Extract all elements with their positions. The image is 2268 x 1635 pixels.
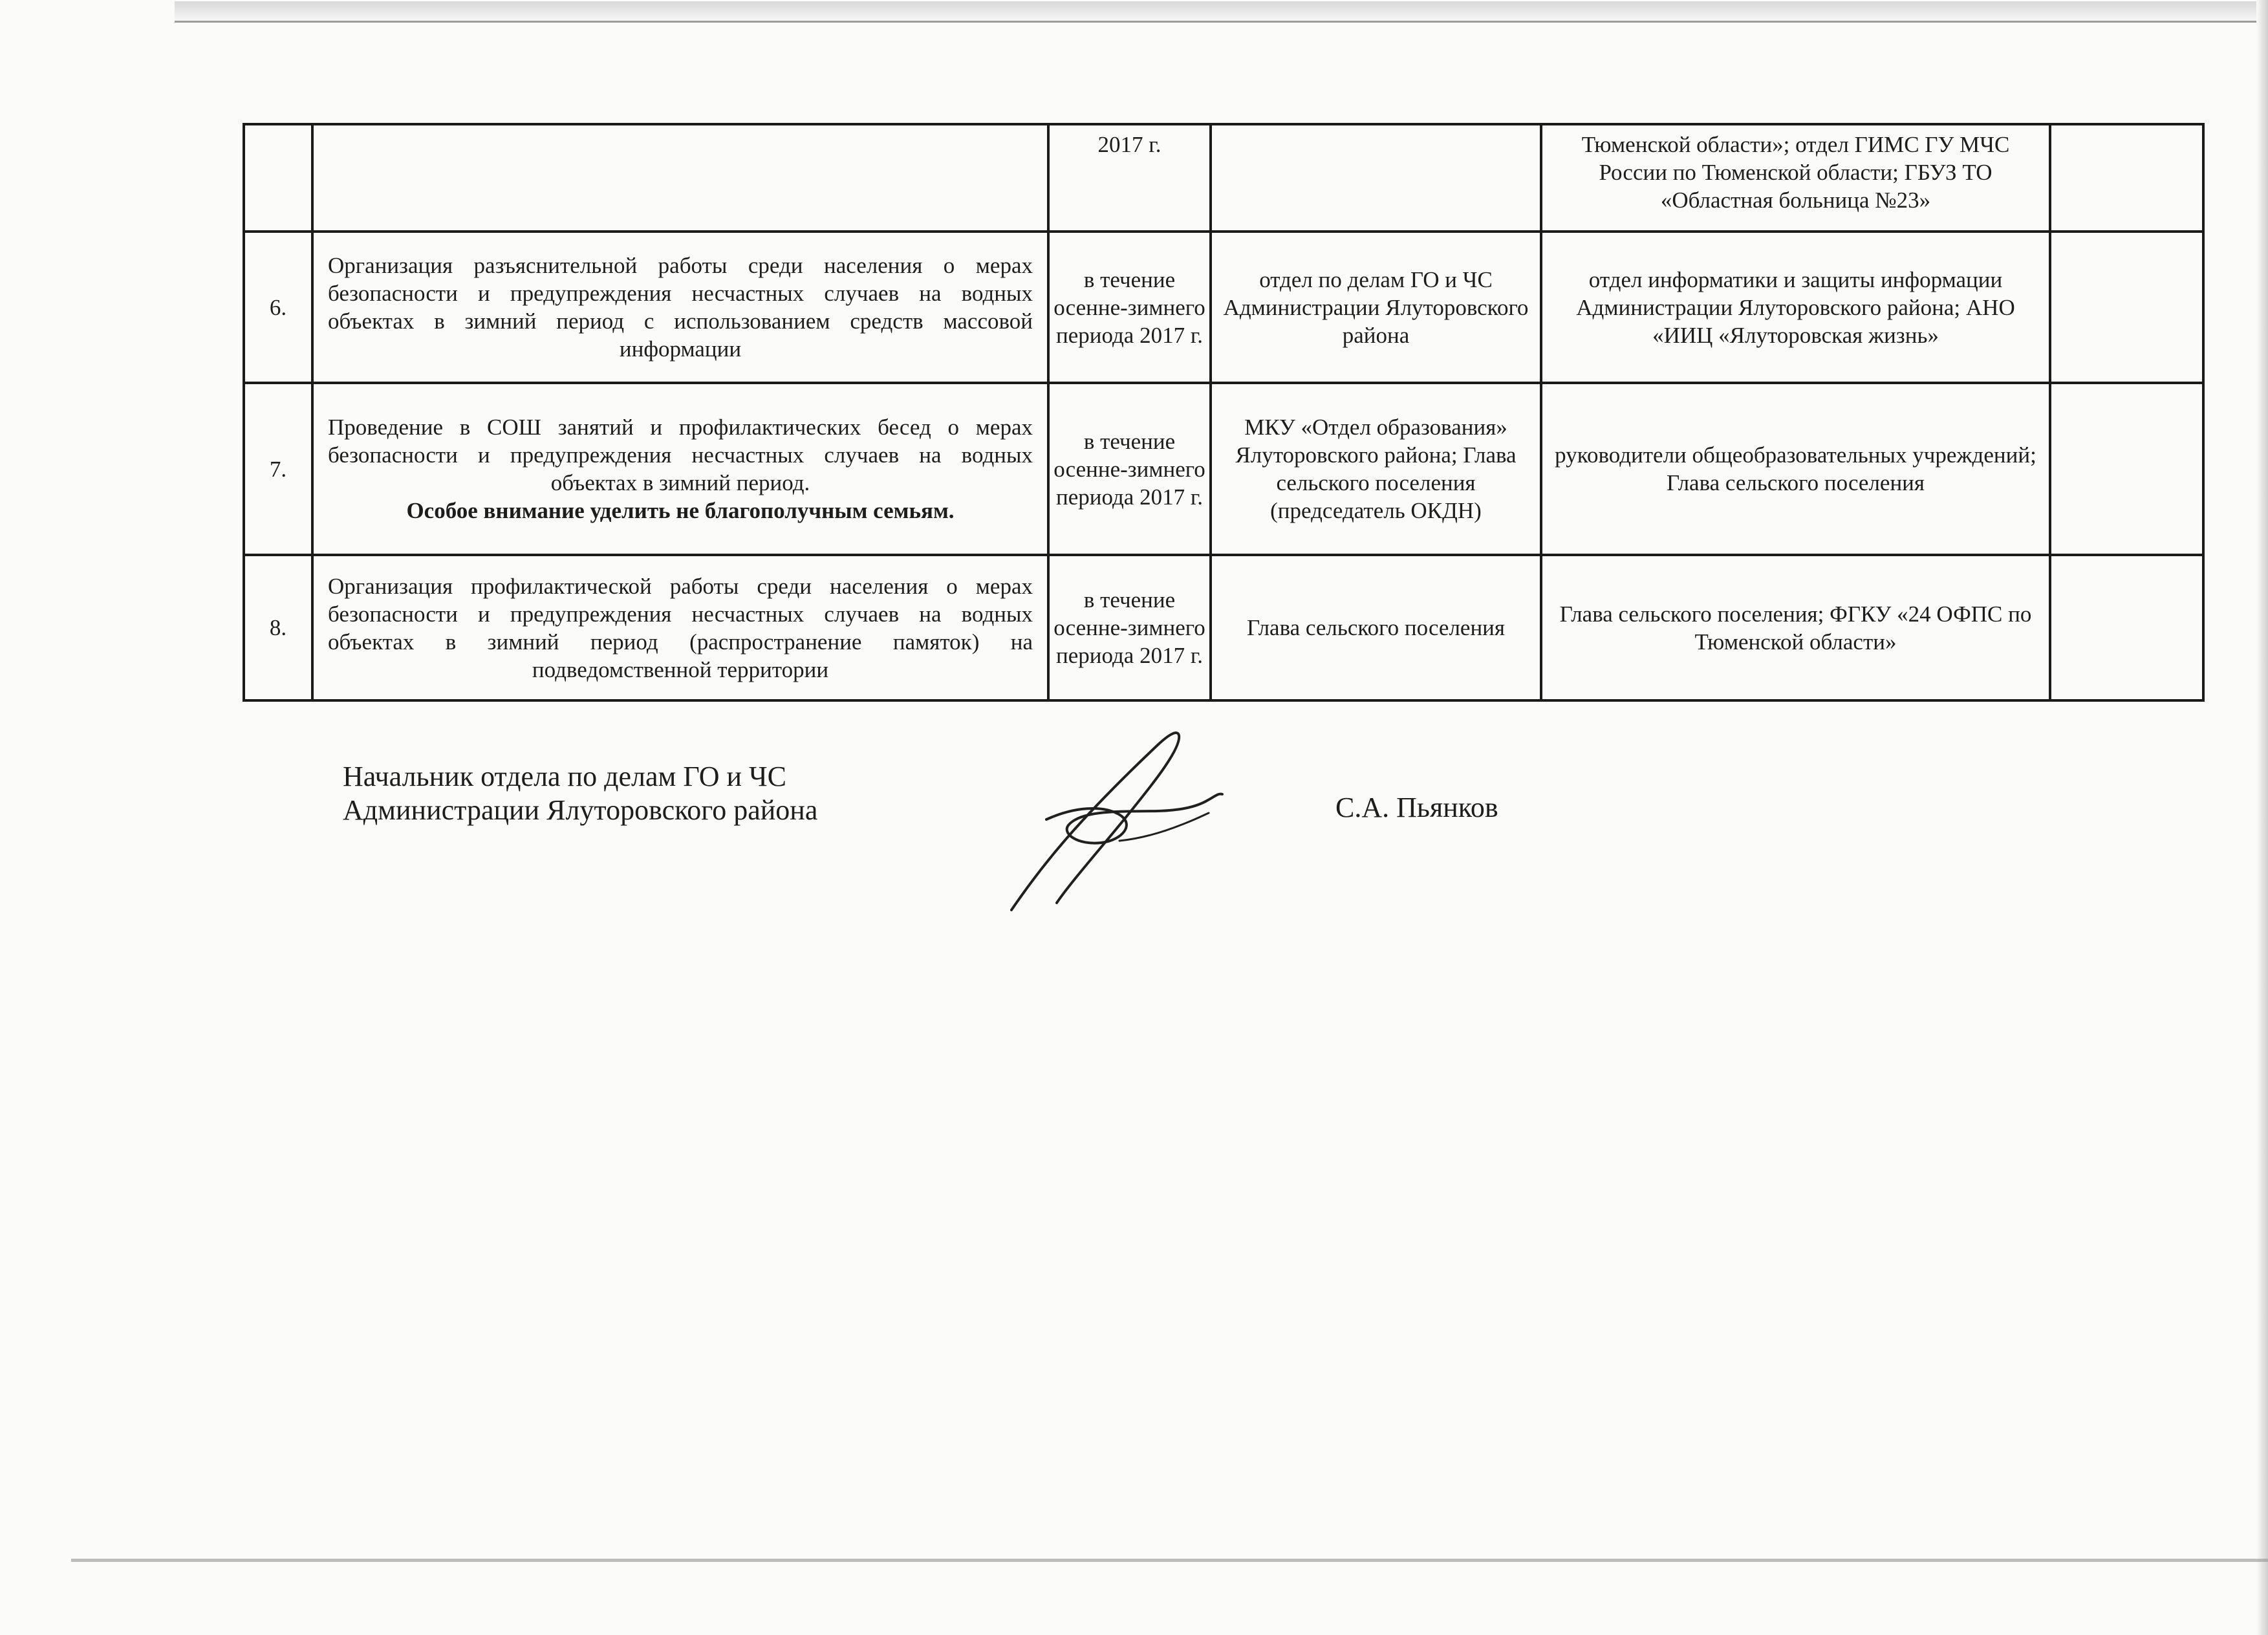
signatory-position-line-2: Администрации Ялуторовского района bbox=[343, 794, 818, 826]
event-cell bbox=[312, 555, 1048, 700]
event-text: Организация профилактической работы среди населения о мерах безопасности и предупреждения несчастных случаев на водных объектах в зимний период (распространение памяток) на подведомственной территории bbox=[328, 573, 1033, 682]
signature-stroke-tail bbox=[1119, 813, 1209, 841]
participants-cell: Тюменской области»; отдел ГИМС ГУ МЧС России по Тюменской области; ГБУЗ ТО «Областная больница №23» bbox=[1541, 124, 2050, 232]
term-cell: в течение осенне-зимнего периода 2017 г. bbox=[1048, 555, 1211, 700]
table-row-8 bbox=[244, 555, 2203, 700]
participants-cell: Глава сельского поселения; ФГКУ «24 ОФПС по Тюменской области» bbox=[1541, 555, 2050, 700]
event-cell bbox=[312, 232, 1048, 383]
table-row-6 bbox=[244, 232, 2203, 383]
term-cell: в течение осенне-зимнего периода 2017 г. bbox=[1048, 383, 1211, 555]
scan-bottom-edge bbox=[71, 1559, 2268, 1562]
note-cell bbox=[2050, 124, 2203, 232]
signatory-name: С.А. Пьянков bbox=[1335, 792, 1498, 823]
measures-table-wrapper bbox=[243, 123, 2124, 702]
row-number-cell: 8. bbox=[244, 555, 312, 700]
responsible-cell: Глава сельского поселения bbox=[1211, 555, 1541, 700]
note-cell bbox=[2050, 232, 2203, 383]
event-text: Проведение в СОШ занятий и профилактических бесед о мерах безопасности и предупреждения несчастных случаев на водных объектах в зимний период. bbox=[328, 415, 1033, 495]
term-cell: 2017 г. bbox=[1048, 124, 1211, 232]
participants-cell: отдел информатики и защиты информации Администрации Ялуторовского района; АНО «ИИЦ «Ялуторовская жизнь» bbox=[1541, 232, 2050, 383]
event-cell bbox=[312, 383, 1048, 555]
row-number-cell: 6. bbox=[244, 232, 312, 383]
scan-top-edge bbox=[175, 1, 2268, 23]
term-cell: в течение осенне-зимнего периода 2017 г. bbox=[1048, 232, 1211, 383]
signatory-position-line-1: Начальник отдела по делам ГО и ЧС bbox=[343, 761, 786, 792]
table-row-continued bbox=[244, 124, 2203, 232]
signatory-position bbox=[343, 760, 817, 827]
event-emphasis-text: Особое внимание уделить не благополучным семьям. bbox=[406, 498, 955, 523]
responsible-cell: МКУ «Отдел образования» Ялуторовского района; Глава сельского поселения (председатель ОКДН) bbox=[1211, 383, 1541, 555]
event-text: Организация разъяснительной работы среди населения о мерах безопасности и предупреждения несчастных случаев на водных объектах в зимний период с использованием средств массовой информации bbox=[328, 253, 1033, 362]
note-cell bbox=[2050, 555, 2203, 700]
scan-right-edge bbox=[2256, 0, 2268, 1635]
responsible-cell: отдел по делам ГО и ЧС Администрации Ялуторовского района bbox=[1211, 232, 1541, 383]
row-number-cell: 7. bbox=[244, 383, 312, 555]
measures-table bbox=[243, 123, 2205, 702]
signature-block bbox=[343, 760, 1636, 928]
handwritten-signature bbox=[975, 715, 1299, 922]
event-cell bbox=[312, 124, 1048, 232]
note-cell bbox=[2050, 383, 2203, 555]
participants-cell: руководители общеобразовательных учреждений; Глава сельского поселения bbox=[1541, 383, 2050, 555]
signature-stroke-main bbox=[1011, 733, 1179, 910]
responsible-cell bbox=[1211, 124, 1541, 232]
table-row-7 bbox=[244, 383, 2203, 555]
row-number-cell bbox=[244, 124, 312, 232]
